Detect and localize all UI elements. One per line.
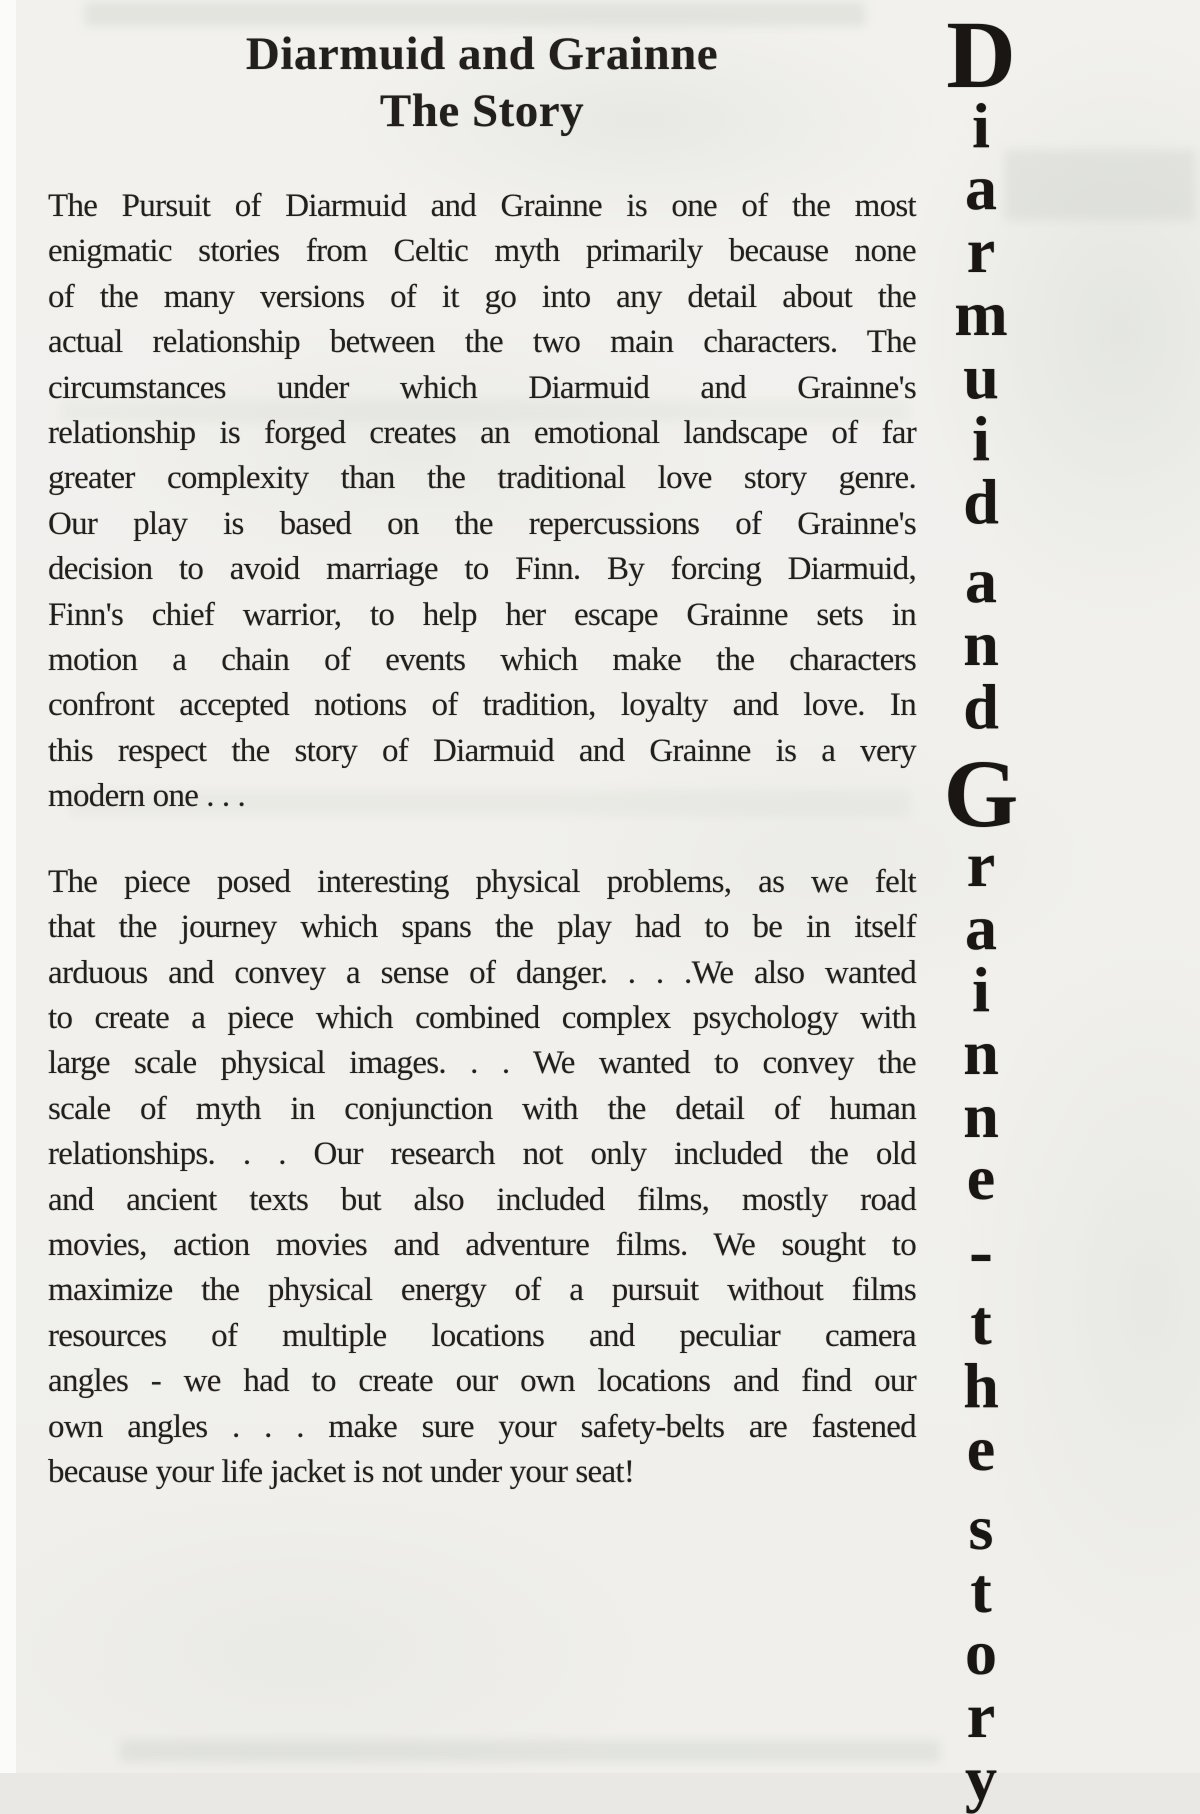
vertical-letter: - (969, 1210, 993, 1291)
vertical-letter: i (972, 89, 990, 161)
text-line: confront accepted notions of tradition, loyalty and love. In (48, 687, 916, 724)
vertical-letter: o (965, 1617, 997, 1689)
text-line: Finn's chief warrior, to help her escape Grainne sets in (48, 596, 916, 633)
vertical-letter: u (963, 340, 999, 412)
text-line: circumstances under which Diarmuid and Grainne's (48, 369, 916, 406)
vertical-letter: e (966, 1412, 996, 1484)
text-line: of the many versions of it go into any detail about the (48, 278, 916, 315)
text-line: modern one . . . (48, 778, 246, 815)
vertical-letter: s (968, 1491, 994, 1563)
vertical-letter: t (970, 1287, 992, 1359)
vertical-letter: a (965, 545, 997, 617)
vertical-letter: m (954, 277, 1008, 349)
vertical-letter: a (965, 152, 997, 224)
vertical-letter: y (965, 1742, 997, 1814)
paragraph-story-intro (48, 184, 916, 820)
text-line: decision to avoid marriage to Finn. By forcing Diarmuid, (48, 551, 916, 588)
text-line: own angles . . . make sure your safety-belts are fastened (48, 1408, 916, 1445)
text-line: relationships. . . Our research not only included the old (48, 1136, 916, 1173)
text-line: angles - we had to create our own locations and find our (48, 1363, 916, 1400)
vertical-letter: h (963, 1349, 999, 1421)
vertical-letter: r (966, 215, 996, 287)
page-title (48, 26, 916, 140)
text-line: greater complexity than the traditional love story genre. (48, 460, 916, 497)
page-title-line2: The Story (379, 85, 585, 137)
text-line: this respect the story of Diarmuid and Grainne is a very (48, 732, 916, 769)
vertical-letter: i (972, 954, 990, 1026)
vertical-letter: e (966, 1142, 996, 1214)
page-title-line1: Diarmuid and Grainne (245, 28, 719, 80)
text-line: to create a piece which combined complex psychology with (48, 999, 916, 1036)
text-line: movies, action movies and adventure films. We sought to (48, 1226, 916, 1263)
vertical-letter: G (943, 740, 1019, 848)
text-line: motion a chain of events which make the characters (48, 642, 916, 679)
text-line: The piece posed interesting physical problems, as we felt (48, 863, 916, 900)
text-column (48, 26, 916, 1495)
text-line: that the journey which spans the play had to be in itself (48, 909, 916, 946)
vertical-letter: d (963, 670, 999, 742)
vertical-letter: n (963, 1079, 999, 1151)
text-line: actual relationship between the two main characters. The (48, 324, 916, 361)
text-line: The Pursuit of Diarmuid and Grainne is one of the most (48, 188, 916, 224)
vertical-letter: i (972, 403, 990, 475)
vertical-letter: D (946, 1, 1016, 108)
vertical-letter: t (970, 1554, 992, 1626)
text-line: Our play is based on the repercussions of Grainne's (48, 505, 916, 542)
vertical-letter: r (966, 828, 996, 900)
text-line: enigmatic stories from Celtic myth primarily because none (48, 233, 916, 270)
text-line: and ancient texts but also included films, mostly road (48, 1181, 916, 1218)
text-line: large scale physical images. . . We wanted to convey the (48, 1045, 916, 1082)
text-line: relationship is forged creates an emotional landscape of far (48, 415, 916, 452)
vertical-letter: n (963, 608, 999, 680)
vertical-letter: r (966, 1680, 996, 1752)
text-line: scale of myth in conjunction with the detail of human (48, 1090, 916, 1127)
text-line: resources of multiple locations and peculiar camera (48, 1317, 916, 1354)
paragraph-production-notes (48, 860, 916, 1496)
vertical-letter: n (963, 1016, 999, 1088)
bleed-through-artifact (85, 2, 865, 26)
vertical-title (926, 1, 1036, 1814)
vertical-letter: a (965, 891, 997, 963)
page-left-margin (0, 0, 16, 1773)
bleed-through-artifact (120, 1740, 940, 1762)
text-line: arduous and convey a sense of danger. . . .We also wanted (48, 954, 916, 991)
text-line: maximize the physical energy of a pursuit without films (48, 1272, 916, 1309)
text-line: because your life jacket is not under your seat! (48, 1453, 635, 1490)
vertical-letter: d (963, 465, 999, 537)
